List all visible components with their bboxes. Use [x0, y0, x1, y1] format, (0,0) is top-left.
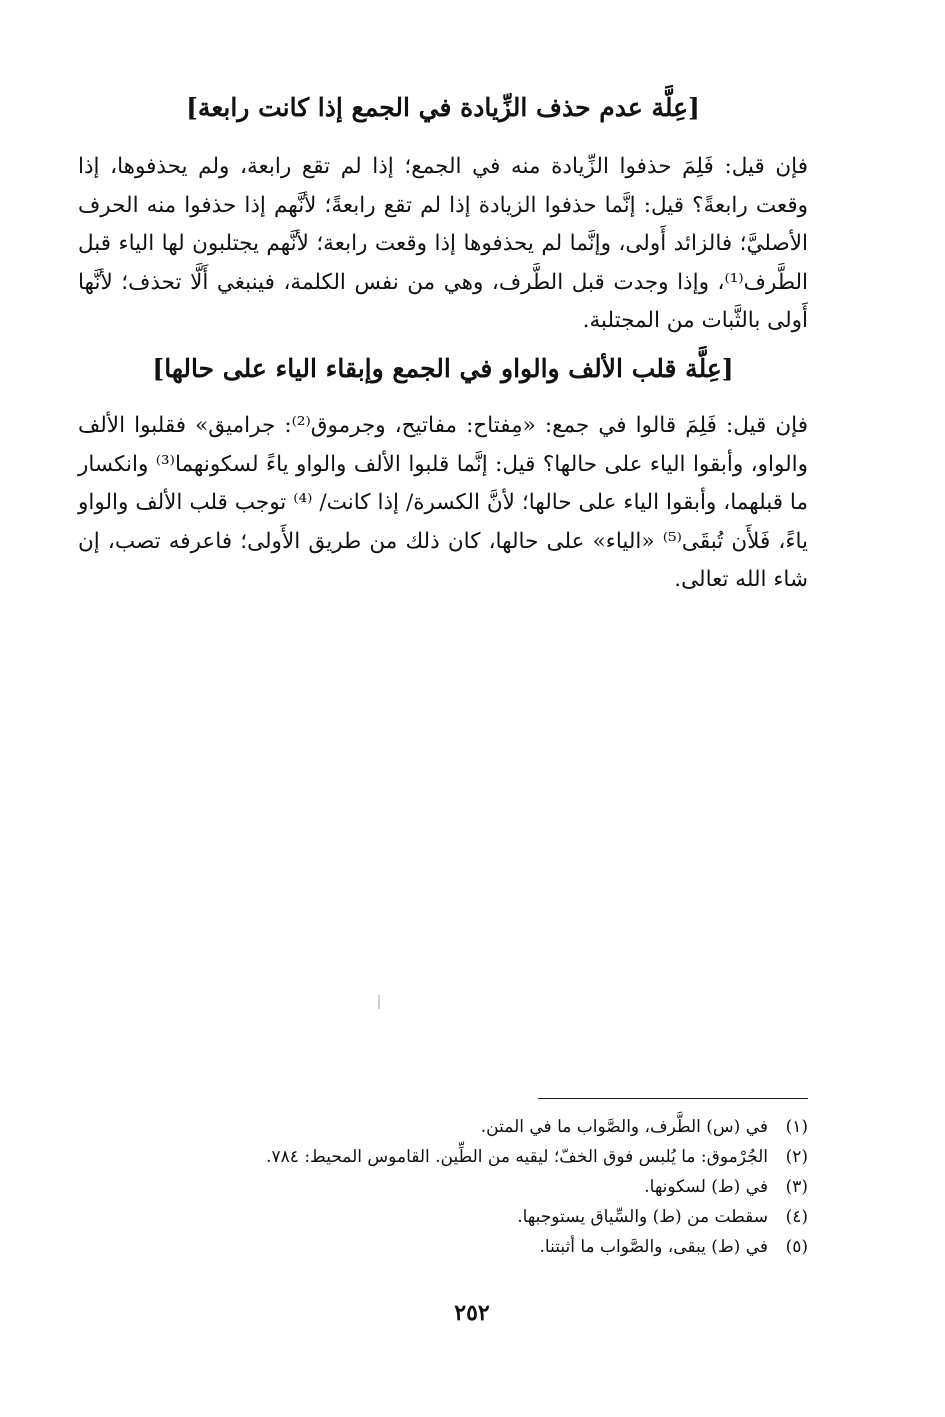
footnote-item	[78, 1202, 808, 1232]
footnote-text: في (س) الطَّرف، والصَّواب ما في المتن.	[480, 1117, 768, 1137]
section-heading-2: [عِلَّة قلب الألف والواو في الجمع وإبقاء الياء على حالها]	[152, 354, 734, 383]
footnote-number: (٢)	[785, 1147, 808, 1167]
footnote-number: (٤)	[785, 1207, 808, 1227]
footnote-text: الجُرْموق: ما يُلبس فوق الخفّ؛ ليقيه من الطِّين. القاموس المحيط: ٧٨٤.	[266, 1147, 768, 1167]
page-number: ٢٥٢	[454, 1300, 490, 1326]
footnote-item	[78, 1112, 808, 1142]
footnote-text: في (ط) لسكونها.	[644, 1177, 768, 1197]
section-heading-1: [عِلَّة عدم حذف الزِّيادة في الجمع إذا كانت رابعة]	[186, 93, 700, 122]
footnote-item	[78, 1232, 808, 1262]
footnote-divider	[538, 1098, 808, 1099]
footnote-item	[78, 1142, 808, 1172]
footnote-text: سقطت من (ط) والسِّياق يستوجبها.	[517, 1207, 768, 1227]
footnotes	[78, 1112, 808, 1262]
footnote-number: (١)	[785, 1117, 808, 1137]
footnote-number: (٣)	[785, 1177, 808, 1197]
footnote-number: (٥)	[785, 1237, 808, 1257]
footnote-text: في (ط) يبقى، والصَّواب ما أثبتنا.	[539, 1237, 768, 1257]
section-paragraph-2: فإن قيل: فَلِمَ قالوا في جمع: «مِفتاح: مفاتيح، وجرموق⁽²⁾: جراميق» فقلبوا الألف والواو، وأبقوا الياء على حالها؟ قيل: إنَّما قلبوا الألف والواو ياءً لسكونهما⁽³⁾ وانكسار ما قبلهما، وأبقوا الياء على حالها؛ لأنَّ الكسرة/ إذا كانت/ ⁽⁴⁾ توجب قلب الألف والواو ياءً، فَلأَن تُبقَى⁽⁵⁾ «الياء» على حالها، كان ذلك من طريق الأَولى؛ فاعرفه تصب، إن شاء الله تعالى.	[78, 413, 809, 592]
section-paragraph-1: فإن قيل: فَلِمَ حذفوا الزِّيادة منه في الجمع؛ إذا لم تقع رابعة، ولم يحذفوها، إذا وقعت رابعةً؟ قيل: إنَّما حذفوا الزيادة إذا لم تقع رابعةً؛ لأنَّهم إذا حذفوا منه الحرف الأصليَّ؛ فالزائد أَولى، وإنَّما لم يحذفوها إذا وقعت رابعة؛ لأنَّهم يجتلبون لها الياء قبل الطَّرف⁽¹⁾، وإذا وجدت قبل الطَّرف، وهي من نفس الكلمة، فينبغي أَلَّا تحذف؛ لأنَّها أَولى بالثَّبات من المجتلبة.	[78, 154, 808, 333]
footnote-item	[78, 1172, 808, 1202]
scan-speck	[378, 995, 380, 1009]
